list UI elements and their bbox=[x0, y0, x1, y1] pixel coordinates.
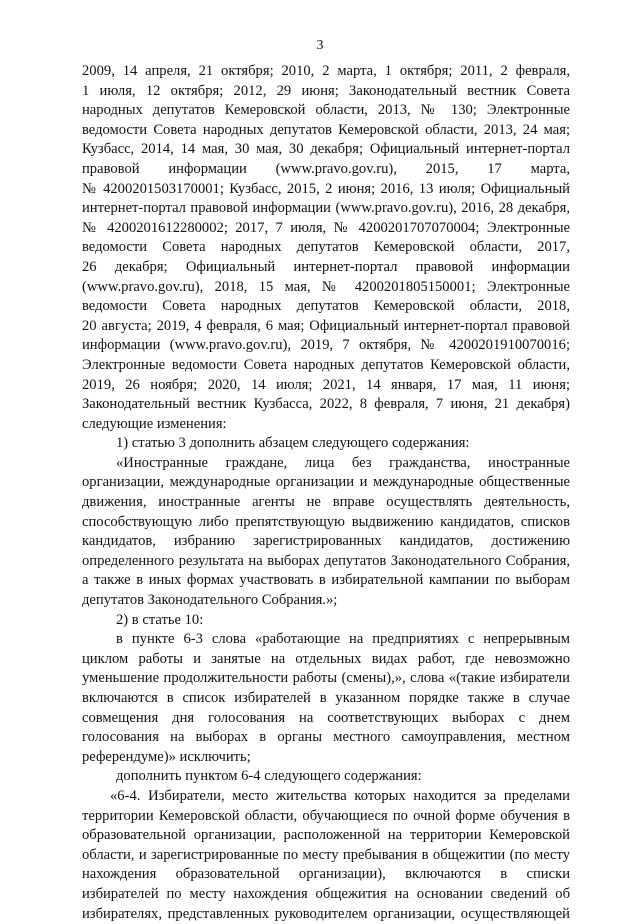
text-line: (www.pravo.gov.ru), 2018, 15 мая, № 4200201805150001; Электронные bbox=[82, 278, 570, 295]
text-line: ведомости Совета народных депутатов Кемеровской области, 2017, bbox=[82, 239, 570, 256]
text-line: ведомости Совета народных депутатов Кемеровской области, 2018, bbox=[82, 298, 570, 315]
text-line: Законодательный вестник Кузбасса, 2022, 8 февраля, 7 июня, 21 декабря) bbox=[82, 396, 570, 413]
text-line: 26 декабря; Официальный интернет-портал правовой информации bbox=[82, 258, 570, 275]
text-line: следующие изменения: bbox=[82, 415, 227, 432]
text-line: интернет-портал правовой информации (www.pravo.gov.ru), 2016, 28 декабря, bbox=[82, 200, 570, 217]
text-line: 1 июля, 12 октября; 2012, 29 июня; Законодательный вестник Совета bbox=[82, 82, 570, 99]
page-number: 3 bbox=[316, 38, 324, 53]
text-line: способствующую либо препятствующую выдвижению кандидатов, списков bbox=[82, 513, 570, 530]
text-line: территории Кемеровской области, обучающиеся по очной форме обучения в bbox=[82, 807, 570, 824]
text-line: голосования на выборах в органы местного самоуправления, местном bbox=[82, 729, 570, 746]
text-line: Кузбасс, 2014, 14 мая, 30 мая, 30 декабря; Официальный интернет-портал bbox=[82, 141, 570, 158]
text-line: депутатов Законодательного Собрания.»; bbox=[82, 592, 338, 609]
text-line: циклом работы и занятые на отдельных видах работ, где невозможно bbox=[82, 650, 570, 667]
text-line: 2019, 26 ноября; 2020, 14 июля; 2021, 14 января, 17 мая, 11 июня; bbox=[82, 376, 570, 393]
text-line: движения, иностранные агенты не вправе осуществлять деятельность, bbox=[82, 494, 570, 511]
text-line: «Иностранные граждане, лица без гражданства, иностранные bbox=[116, 454, 570, 471]
document-body bbox=[82, 62, 570, 924]
text-line: определенного результата на выборах депутатов Законодательного Собрания, bbox=[82, 552, 570, 569]
text-line: правовой информации (www.pravo.gov.ru), 2015, 17 марта, bbox=[82, 160, 570, 177]
text-line: уменьшение продолжительности работы (смены),», слова «(такие избиратели bbox=[82, 670, 570, 687]
text-line: дополнить пунктом 6-4 следующего содержания: bbox=[116, 768, 422, 785]
text-line: избирателях, представленных руководителем организации, осуществляющей bbox=[82, 905, 570, 922]
text-line: избирателей по месту нахождения общежития на основании сведений об bbox=[82, 885, 570, 902]
text-line: области, и зарегистрированные по месту пребывания в общежитии (по месту bbox=[82, 846, 570, 863]
text-line: информации (www.pravo.gov.ru), 2019, 7 октября, № 4200201910070016; bbox=[82, 337, 570, 354]
text-line: ведомости Совета народных депутатов Кемеровской области, 2013, 24 мая; bbox=[82, 121, 570, 138]
text-line: 2009, 14 апреля, 21 октября; 2010, 2 марта, 1 октября; 2011, 2 февраля, bbox=[82, 63, 570, 79]
text-line: 2) в статье 10: bbox=[116, 611, 204, 628]
text-line: Электронные ведомости Совета народных депутатов Кемеровской области, bbox=[82, 356, 570, 373]
text-line: кандидатов, избранию зарегистрированных кандидатов, достижению bbox=[82, 533, 570, 550]
text-line: образовательной организации, расположенной на территории Кемеровской bbox=[82, 827, 570, 844]
text-line: 20 августа; 2019, 4 февраля, 6 мая; Официальный интернет-портал правовой bbox=[82, 317, 570, 334]
text-line: совмещения дня голосования на соответствующих выборах с днем bbox=[82, 709, 570, 726]
text-line: а также в иных формах участвовать в избирательной кампании по выборам bbox=[82, 572, 570, 589]
text-line: референдуме)» исключить; bbox=[82, 748, 251, 765]
text-line: «6-4. Избиратели, место жительства которых находится за пределами bbox=[110, 787, 570, 804]
text-line: в пункте 6-3 слова «работающие на предприятиях с непрерывным bbox=[116, 631, 570, 648]
text-line: № 4200201503170001; Кузбасс, 2015, 2 июня; 2016, 13 июля; Официальный bbox=[82, 180, 570, 197]
text-line: включаются в список избирателей в указанном порядке также в случае bbox=[82, 690, 570, 706]
text-line: нахождения образовательной организации), включаются в списки bbox=[82, 866, 570, 883]
text-line: организации, международные организации и международные общественные bbox=[82, 474, 570, 491]
text-line: народных депутатов Кемеровской области, 2013, № 130; Электронные bbox=[82, 102, 570, 119]
text-line: 1) статью 3 дополнить абзацем следующего содержания: bbox=[116, 435, 470, 452]
text-line: № 4200201612280002; 2017, 7 июля, № 4200201707070004; Электронные bbox=[82, 219, 570, 236]
